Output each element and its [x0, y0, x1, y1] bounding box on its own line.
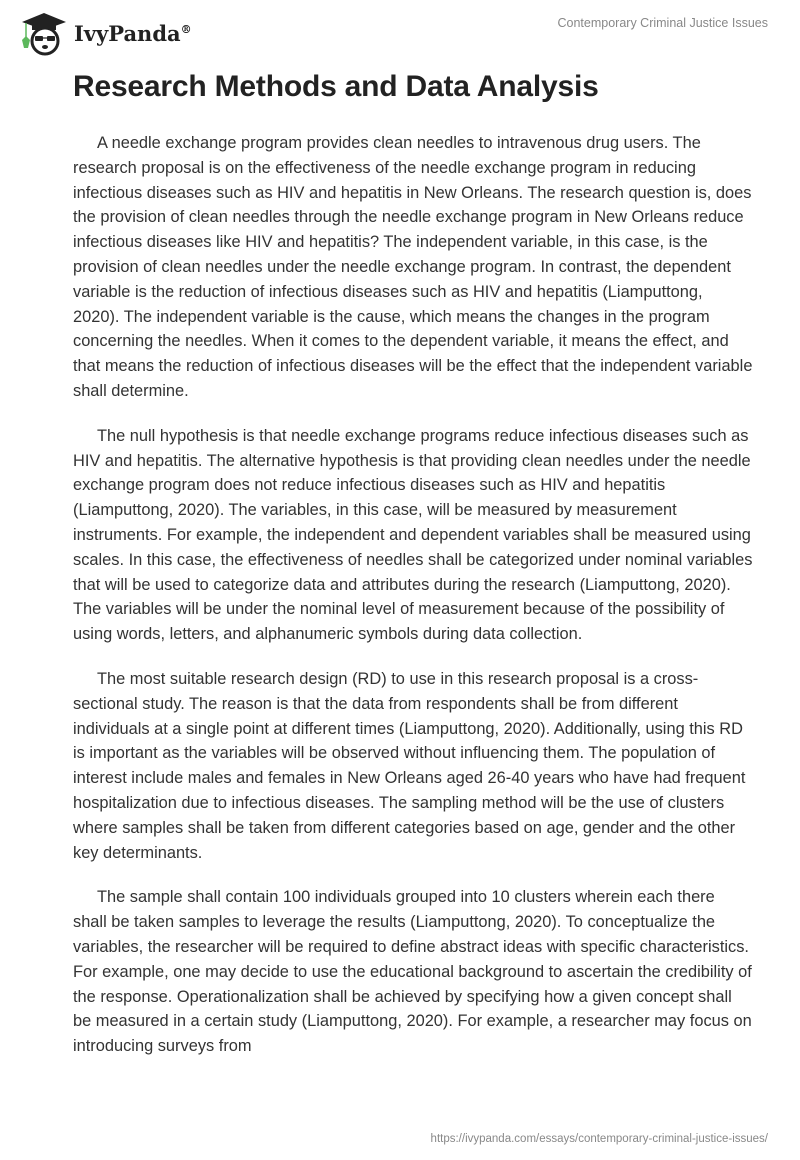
- paragraph: The most suitable research design (RD) to use in this research proposal is a cross-sectional study. The reason is that the data from respondents shall be from different individuals at a single point at different times (Liamputtong, 2020). Additionally, using this RD is important as the variables will be observed without influencing them. The population of interest include males and females in New Orleans aged 26-40 years who have had frequent hospitalization due to infectious diseases. The sampling method will be the use of clusters where samples shall be taken from different categories based on age, gender and the other key determinants.: [73, 669, 746, 862]
- source-url[interactable]: https://ivypanda.com/essays/contemporary-criminal-justice-issues/: [430, 1133, 768, 1145]
- document-category-title: Contemporary Criminal Justice Issues: [557, 16, 768, 30]
- panda-graduate-icon: [18, 10, 68, 56]
- registered-mark: ®: [180, 22, 192, 36]
- paragraph: The null hypothesis is that needle exchange programs reduce infectious diseases such as HIV and hepatitis. The alternative hypothesis is that providing clean needles under the needle exchange program does not reduce infectious diseases such as HIV and hepatitis (Liamputtong, 2020). The variables, in this case, will be measured by measurement instruments. For example, the independent and dependent variables shall be measured using scales. In this case, the effectiveness of needles shall be categorized under nominal variables that will be used to categorize data and attributes during the research (Liamputtong, 2020). The variables will be under the nominal level of measurement because of the possibility of using words, letters, and alphanumeric symbols during data collection.: [73, 426, 753, 644]
- page-title: Research Methods and Data Analysis: [73, 70, 599, 103]
- paragraph: A needle exchange program provides clean needles to intravenous drug users. The research proposal is on the effectiveness of the needle exchange program in reducing infectious diseases such as HIV and hepatitis in New Orleans. The research question is, does the provision of clean needles through the needle exchange program in New Orleans reduce infectious diseases like HIV and hepatitis? The independent variable, in this case, is the provision of clean needles under the needle exchange program. In contrast, the dependent variable is the reduction of infectious diseases such as HIV and hepatitis (Liamputtong, 2020). The independent variable is the cause, which means the changes in the program concerning the needles. When it comes to the dependent variable, it means the effect, and that means the reduction of infectious diseases will be the effect that the independent variable shall determine.: [73, 134, 753, 400]
- logo-text: IvyPanda: [74, 20, 181, 46]
- paragraph: The sample shall contain 100 individuals grouped into 10 clusters wherein each there shall be taken samples to leverage the results (Liamputtong, 2020). To conceptualize the variables, the researcher will be required to define abstract ideas with specific characteristics. For example, one may decide to use the educational background to ascertain the credibility of the response. Operationalization shall be achieved by specifying how a given concept shall be measured in a certain study (Liamputtong, 2020). For example, a researcher may focus on introducing surveys from: [73, 888, 752, 1056]
- essay-body: [73, 131, 753, 1079]
- ivypanda-logo[interactable]: [18, 10, 192, 56]
